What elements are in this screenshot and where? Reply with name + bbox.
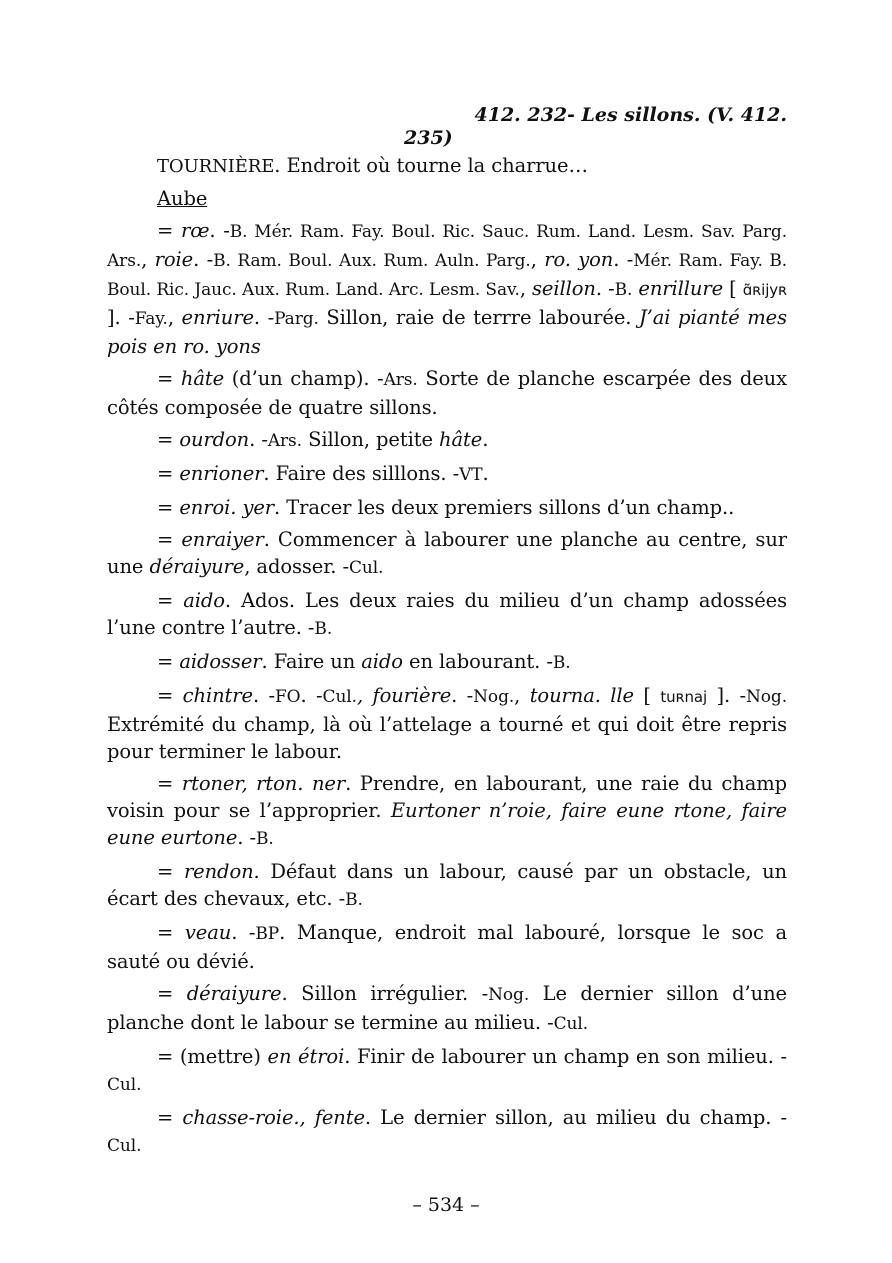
entry-deraiyure	[107, 980, 787, 1038]
variant-word: enriure	[181, 306, 254, 329]
headword: hâte	[180, 367, 225, 390]
text-run: =	[157, 982, 187, 1005]
text-run: en labourant. -	[402, 650, 553, 673]
variant-word: enrillure	[638, 277, 724, 300]
text-run: =	[157, 650, 180, 673]
locality-list: B. Mér. Ram. Fay. Boul. Ric. Sauc. Rum. Land. Lesm. Sav. Parg. Ars.	[107, 222, 787, 271]
text-run: ,	[514, 684, 530, 707]
locality-list: B.	[314, 619, 333, 639]
headword: ourdon	[179, 428, 250, 451]
definition: . Endroit où tourne la charrue…	[274, 154, 588, 177]
locality-list: Cul.	[322, 687, 357, 707]
locality-list: Fay.	[134, 309, 168, 329]
entry-hate	[107, 365, 787, 421]
cross-reference-word: aido	[361, 650, 403, 673]
headword: rtoner, rton. ner	[181, 772, 346, 795]
text-run: . -	[595, 277, 615, 300]
locality-list: B.	[255, 829, 274, 849]
locality-list: Cul.	[348, 558, 384, 578]
entry-enrioner	[107, 460, 787, 489]
text-run: (d’un champ). -	[224, 367, 384, 390]
cross-reference-word: déraiyure	[149, 555, 245, 578]
entry-veau	[107, 919, 787, 975]
definition: . Le dernier sillon, au milieu du champ. -	[364, 1106, 787, 1129]
locality-list: Nog.	[488, 985, 530, 1005]
definition: . Faire un	[261, 650, 362, 673]
definition: Sillon, raie de terrre labourée.	[318, 306, 639, 329]
locality-list: B.	[345, 890, 363, 910]
text-run: =	[157, 860, 184, 883]
phonetic-transcription: ɑ̃ʀijyʀ	[742, 281, 788, 299]
variant-word: tourna. lle	[529, 684, 634, 707]
entry-rendon	[107, 858, 787, 914]
locality-list: VT	[459, 465, 483, 485]
text-run: ,	[530, 248, 545, 271]
headword: TOURNIÈRE	[157, 156, 275, 177]
definition: . Défaut dans un labour, causé par un obstacle, un écart des chevaux, etc. -	[107, 860, 787, 910]
variant-word: , fourière	[356, 684, 452, 707]
text-run: =	[157, 772, 182, 795]
variant-word: seillon	[532, 277, 596, 300]
text-run: =	[157, 1106, 183, 1129]
entry-aidosser	[107, 648, 787, 677]
locality-list: Ars.	[383, 370, 418, 390]
text-run: ,	[167, 306, 182, 329]
text-run: . -	[300, 684, 323, 707]
headword: aidosser	[179, 650, 262, 673]
headword: enrioner	[179, 462, 264, 485]
definition: . Faire des silllons. -	[263, 462, 460, 485]
text-run: ]. -	[107, 306, 135, 329]
text-run: =	[157, 462, 180, 485]
headword: déraiyure	[186, 982, 282, 1005]
definition: . Commencer à labourer une planche au centre, sur une	[107, 528, 787, 578]
text-run: =	[157, 428, 180, 451]
section-heading	[107, 104, 787, 150]
headword: aido	[183, 589, 225, 612]
text-run: .	[482, 462, 489, 485]
locality-list: Nog.	[473, 687, 515, 707]
variant-word: roie	[154, 248, 194, 271]
variant-word: ro. yon	[544, 248, 614, 271]
text-run: =	[157, 219, 181, 242]
phonetic-transcription: tuʀnaj	[660, 688, 708, 706]
headword: rœ	[180, 219, 210, 242]
locality-list: Cul.	[107, 1075, 142, 1095]
entry-region-aube	[107, 185, 787, 212]
definition: . Manque, endroit mal labouré, lorsque le soc a sauté ou dévié.	[107, 921, 788, 973]
locality-list: B. Ram. Boul. Aux. Rum. Auln. Parg.	[213, 251, 531, 271]
text-run: = (mettre)	[157, 1045, 268, 1068]
entry-ourdon	[107, 426, 787, 455]
text-run: [	[633, 684, 661, 707]
headword: veau	[184, 921, 232, 944]
headword: chasse-roie., fente	[182, 1106, 365, 1129]
locality-list: BP	[255, 924, 280, 944]
text-run: =	[157, 528, 182, 551]
text-run: . -	[193, 248, 214, 271]
page-body	[107, 104, 787, 1165]
definition: . Ados. Les deux raies du milieu d’un champ adossées l’une contre l’autre. -	[107, 589, 787, 639]
text-run: =	[157, 496, 180, 519]
headword: enroi. yer	[179, 496, 275, 519]
entry-enroiyer	[107, 494, 787, 521]
entry-en-etroi	[107, 1043, 787, 1099]
definition: . Prendre, en labourant, une raie du champ voisin pour se l’approprier.	[107, 772, 787, 822]
example-sentence: J’ai pianté mes pois en ro. yons	[107, 306, 788, 358]
locality-list: Cul.	[107, 1136, 142, 1156]
example-sentence: Eurtoner n’roie, faire eune rtone, faire eune eurtone	[107, 799, 787, 849]
headword: enraiyer	[181, 528, 264, 551]
section-heading-line-2: 235)	[404, 127, 453, 149]
section-heading-line-1: 412. 232- Les sillons. (V. 412.	[474, 104, 787, 126]
text-run: . -	[253, 306, 275, 329]
text-run: . -	[231, 921, 256, 944]
text-run: =	[157, 921, 185, 944]
text-run: , adosser. -	[244, 555, 349, 578]
locality-list: B.	[552, 653, 571, 673]
headword: chintre	[182, 684, 253, 707]
entry-roe	[107, 217, 787, 360]
text-run: . -	[249, 428, 268, 451]
locality-list: Mér. Ram. Fay. B. Boul. Ric. Jauc. Aux. Rum. Land. Arc. Lesm. Sav.	[107, 251, 788, 300]
definition: Le dernier sillon d’une planche dont le labour se termine au milieu. -	[107, 982, 787, 1034]
locality-list: FO	[274, 687, 301, 707]
text-run: . -	[252, 684, 275, 707]
cross-reference-word: hâte	[439, 428, 483, 451]
text-run: . -	[451, 684, 474, 707]
definition: Sorte de planche escarpée des deux côtés composée de quatre sillons.	[107, 367, 787, 419]
headword: rendon	[183, 860, 254, 883]
entry-tourniere	[107, 152, 787, 180]
page-number: – 534 –	[412, 1194, 480, 1216]
text-run: [	[723, 277, 743, 300]
text-run: =	[157, 367, 181, 390]
entry-chintre	[107, 682, 787, 765]
locality-list: Nog.	[746, 687, 787, 707]
definition: . Sillon irrégulier. -	[281, 982, 489, 1005]
entry-chasse-roie	[107, 1104, 787, 1160]
text-run: =	[157, 589, 184, 612]
text-run: . -	[237, 826, 256, 849]
entry-enraiyer	[107, 526, 787, 582]
locality-list: Ars.	[267, 431, 302, 451]
text-run: .	[482, 428, 489, 451]
definition: Extrémité du champ, là où l’attelage a tourné et qui doit être repris pour terminer le labour.	[107, 713, 787, 763]
definition: . Tracer les deux premiers sillons d’un champ..	[274, 496, 735, 519]
headword: en étroi	[267, 1045, 345, 1068]
text-run: =	[157, 684, 183, 707]
definition: Sillon, petite	[301, 428, 440, 451]
entry-aido	[107, 587, 787, 643]
locality-list: B.	[614, 280, 633, 300]
text-run: ,	[519, 277, 533, 300]
region-label: Aube	[157, 187, 208, 210]
definition: . Finir de labourer un champ en son milieu. -	[344, 1045, 787, 1068]
locality-list: Parg.	[274, 309, 319, 329]
entry-rtoner	[107, 770, 787, 853]
text-run: ]. -	[707, 684, 746, 707]
locality-list: Cul.	[553, 1014, 589, 1034]
text-run: . -	[209, 219, 230, 242]
text-run: ,	[141, 248, 155, 271]
text-run: . -	[613, 248, 634, 271]
